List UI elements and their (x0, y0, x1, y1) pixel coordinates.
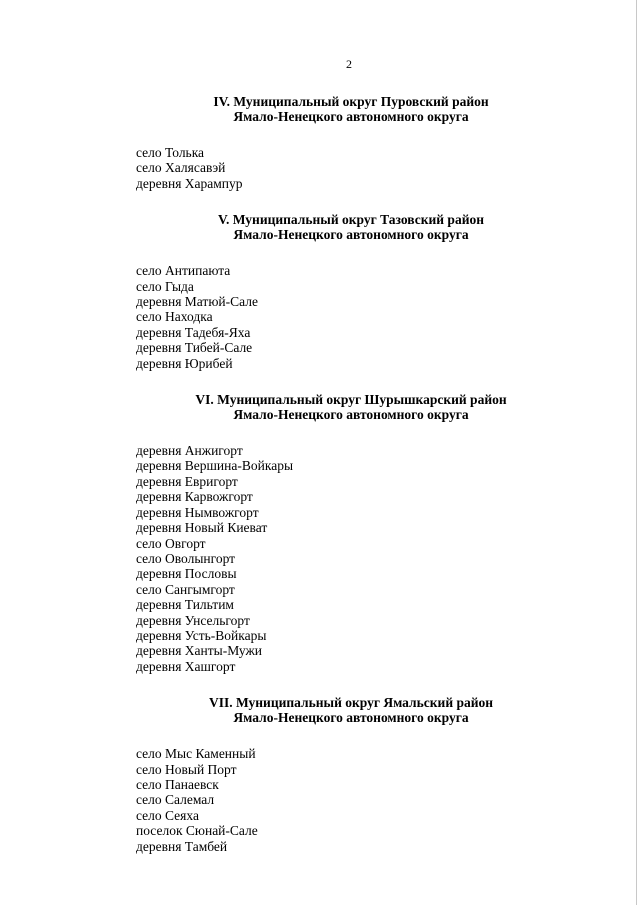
section-purovsky (136, 94, 566, 191)
settlement-item: село Мыс Каменный (136, 746, 256, 762)
settlement-item: деревня Карвожгорт (136, 489, 253, 505)
settlement-item: село Халясавэй (136, 160, 226, 176)
settlement-list (136, 145, 566, 191)
settlement-item: село Находка (136, 309, 213, 325)
section-heading (136, 212, 566, 242)
section-heading-line1: IV. Муниципальный округ Пуровский район (213, 94, 489, 109)
settlement-item: деревня Тибей-Сале (136, 340, 253, 356)
settlement-item: деревня Новый Киеват (136, 520, 268, 536)
section-shuryshkarsky (136, 392, 566, 674)
settlement-item: деревня Тильтим (136, 597, 234, 613)
settlement-item: деревня Унсельгорт (136, 612, 250, 628)
settlement-item: село Овгорт (136, 535, 206, 551)
settlement-item: деревня Пословы (136, 566, 237, 582)
page-edge-line (636, 0, 637, 905)
settlement-item: деревня Усть-Войкары (136, 627, 267, 643)
section-heading-line1: VI. Муниципальный округ Шурышкарский район (195, 392, 507, 408)
settlement-item: деревня Юрибей (136, 355, 233, 371)
section-heading-line2: Ямало-Ненецкого автономного округа (233, 710, 469, 726)
settlement-list (136, 443, 566, 674)
settlement-item: село Новый Порт (136, 761, 237, 777)
settlement-item: деревня Вершина-Войкары (136, 458, 294, 474)
settlement-item: деревня Харампур (136, 175, 243, 191)
section-tazovsky (136, 212, 566, 371)
section-heading-line2: Ямало-Ненецкого автономного округа (233, 109, 469, 124)
settlement-item: деревня Ханты-Мужи (136, 643, 263, 659)
settlement-item: деревня Нымвожгорт (136, 504, 259, 520)
section-yamalsky (136, 695, 566, 854)
page-number: 2 (346, 57, 352, 71)
section-heading (136, 695, 566, 725)
document-body (136, 94, 566, 875)
settlement-item: село Салемал (136, 792, 215, 808)
settlement-item: поселок Сюнай-Сале (136, 823, 258, 839)
section-heading-line2: Ямало-Ненецкого автономного округа (233, 227, 469, 243)
settlement-item: село Сангымгорт (136, 581, 235, 597)
settlement-item: село Антипаюта (136, 263, 231, 279)
settlement-item: деревня Матюй-Сале (136, 294, 258, 310)
section-heading-line1: V. Муниципальный округ Тазовский район (217, 212, 485, 228)
settlement-item: деревня Анжигорт (136, 443, 243, 459)
section-heading-line2: Ямало-Ненецкого автономного округа (233, 407, 469, 423)
settlement-item: село Гыда (136, 278, 194, 294)
settlement-item: деревня Тамбей (136, 838, 228, 854)
section-heading (136, 94, 566, 124)
settlement-item: деревня Хашгорт (136, 658, 236, 674)
settlement-item: село Панаевск (136, 776, 219, 792)
settlement-item: село Оволынгорт (136, 550, 236, 566)
settlement-item: деревня Тадебя-Яха (136, 324, 251, 340)
settlement-item: село Сеяха (136, 807, 199, 823)
settlement-item: деревня Евригорт (136, 473, 238, 489)
settlement-list (136, 746, 566, 854)
section-heading-line1: VII. Муниципальный округ Ямальский район (208, 695, 494, 711)
settlement-list (136, 263, 566, 371)
section-heading (136, 392, 566, 422)
settlement-item: село Толька (136, 145, 205, 160)
